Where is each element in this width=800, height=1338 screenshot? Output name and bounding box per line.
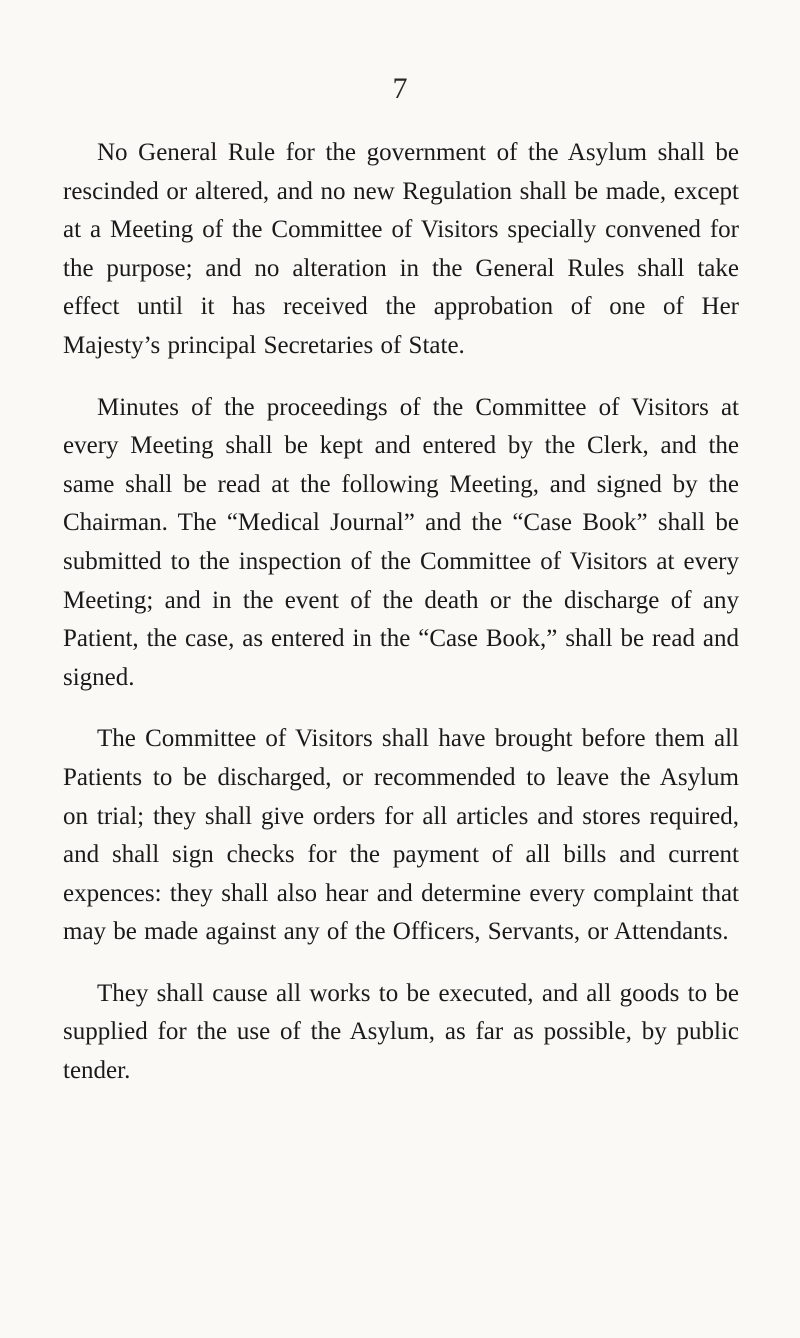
paragraph-public-tender: They shall cause all works to be executed, and all goods to be supplied for the use of the Asylum, as far as possible, by public tender. <box>63 979 739 1085</box>
paragraph-minutes: Minutes of the proceedings of the Committee of Visitors at every Meeting shall be kept and entered by the Clerk, and the same shall be read at the following Meeting, and signed by the Chairman. The “Medical Journal” and the “Case Book” shall be submitted to the inspection of the Committee of Visitors at every Meeting; and in the event of the death or the discharge of any Patient, the case, as entered in the “Case Book,” shall be read and signed. <box>63 393 739 691</box>
page-number: 7 <box>392 72 408 105</box>
document-body <box>63 134 739 1114</box>
paragraph-committee-duties: The Committee of Visitors shall have brought before them all Patients to be discharged, or recommended to leave the Asylum on trial; they shall give orders for all articles and stores required, and shall sign checks for the payment of all bills and current expences: they shall also hear and determine every complaint that may be made against any of the Officers, Servants, or Attendants. <box>63 725 739 946</box>
paragraph-general-rules: No General Rule for the government of the Asylum shall be rescinded or altered, and no new Regulation shall be made, except at a Meeting of the Committee of Visitors specially convened for the purpose; and no alteration in the General Rules shall take effect until it has received the approbation of one of Her Majesty’s principal Secretaries of State. <box>63 139 739 359</box>
